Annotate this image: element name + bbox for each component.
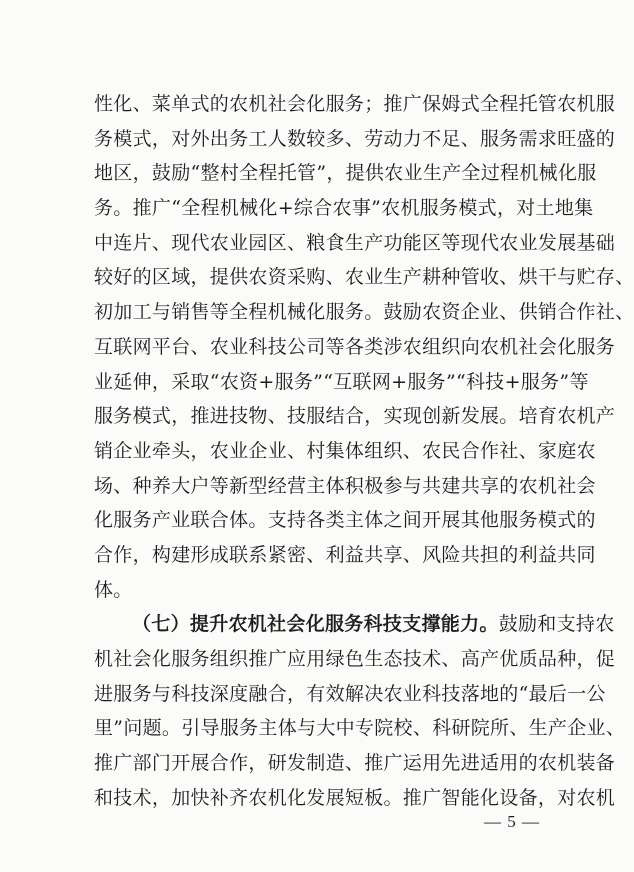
text-line: 初加工与销售等全程机械化服务。鼓励农资企业、供销合作社、 [94,301,634,324]
text-line: 机社会化服务组织推广应用绿色生态技术、高产优质品种，促 [94,648,616,670]
page-number: — 5 — [484,812,540,831]
text-line: 业延伸，采取“农资+服务”“互联网+服务”“科技+服务”等 [94,370,589,393]
text-line: 里”问题。引导服务主体与大中专院校、科研院所、生产企业、 [94,717,626,740]
text-line: 互联网平台、农业科技公司等各类涉农组织向农机社会化服务 [94,335,616,358]
text-line: 中连片、现代农业园区、粮食生产功能区等现代农业发展基础 [94,231,616,254]
text-line: 销企业牵头，农业企业、村集体组织、农民合作社、家庭农 [94,439,596,462]
text-line: 合作，构建形成联系紧密、利益共享、风险共担的利益共同 [94,543,596,566]
text-line: 地区，鼓励“整村全程托管”，提供农业生产全过程机械化服 [94,162,597,185]
text-line: 化服务产业联合体。支持各类主体之间开展其他服务模式的 [94,509,596,532]
body-text [94,87,634,815]
text-line: 性化、菜单式的农机社会化服务；推广保姆式全程托管农机服 [94,93,616,115]
text-line: 务。推广“全程机械化+综合农事”农机服务模式，对土地集 [94,197,594,220]
heading-line-rest: 鼓励和支持农 [498,613,615,636]
text-line: 场、种养大户等新型经营主体积极参与共建共享的农机社会 [94,474,596,497]
text-line: 和技术，加快补齐农机化发展短板。推广智能化设备，对农机 [94,786,616,809]
text-line: 较好的区域，提供农资采购、农业生产耕种管收、烘干与贮存、 [94,266,634,289]
text-line: 体。 [94,578,133,601]
text-line: 进服务与科技深度融合，有效解决农业科技落地的“最后一公 [94,682,606,705]
text-line: 推广部门开展合作，研发制造、推广运用先进适用的农机装备 [94,752,616,775]
text-line: 务模式，对外出务工人数较多、劳动力不足、服务需求旺盛的 [94,127,616,150]
text-line: 服务模式，推进技物、技服结合，实现创新发展。培育农机产 [94,405,616,428]
section-heading-line [94,607,615,642]
section-heading: （七）提升农机社会化服务科技支撑能力。 [132,613,499,636]
